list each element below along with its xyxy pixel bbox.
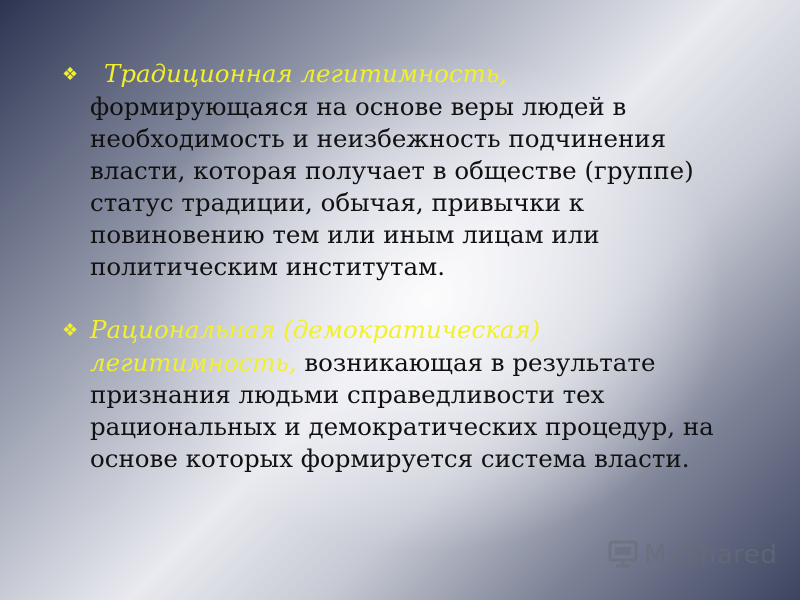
bullet-second-line — [62, 347, 742, 379]
projector-screen-icon — [608, 538, 638, 572]
bullet-text-line: основе которых формируется система власти. — [90, 444, 690, 473]
bullet-term-continued: легитимность, — [90, 348, 297, 377]
bullet-text: возникающая в результате — [296, 348, 656, 377]
bullet-first-line — [62, 314, 742, 347]
bullet-text-line: рациональных и демократических процедур, на — [90, 412, 714, 441]
bullet-text-line: власти, которая получает в обществе (группе) — [90, 156, 694, 185]
bullet-text-line: формирующаяся на основе веры людей в — [90, 92, 627, 121]
bullet-text-line: повиновению тем или иным лицам или — [90, 220, 600, 249]
bullet-first-line — [62, 58, 742, 91]
watermark-text: MyShared — [644, 540, 778, 570]
bullet-text-line: статус традиции, обычая, привычки к — [90, 188, 585, 217]
bullet-text-line: необходимость и неизбежность подчинения — [90, 124, 667, 153]
bullet-text-line: признания людьми справедливости тех — [90, 380, 605, 409]
bullet-text-line: политическим институтам. — [90, 252, 445, 281]
bullet-traditional-legitimacy — [62, 58, 742, 283]
bullet-term: Рациональная (демократическая) — [90, 315, 541, 344]
bullet-term: Традиционная легитимность, — [104, 59, 508, 88]
watermark — [608, 538, 778, 572]
bullet-rational-legitimacy — [62, 314, 742, 475]
diamond-bullet-icon: ❖ — [62, 320, 79, 341]
diamond-bullet-icon: ❖ — [62, 64, 79, 85]
